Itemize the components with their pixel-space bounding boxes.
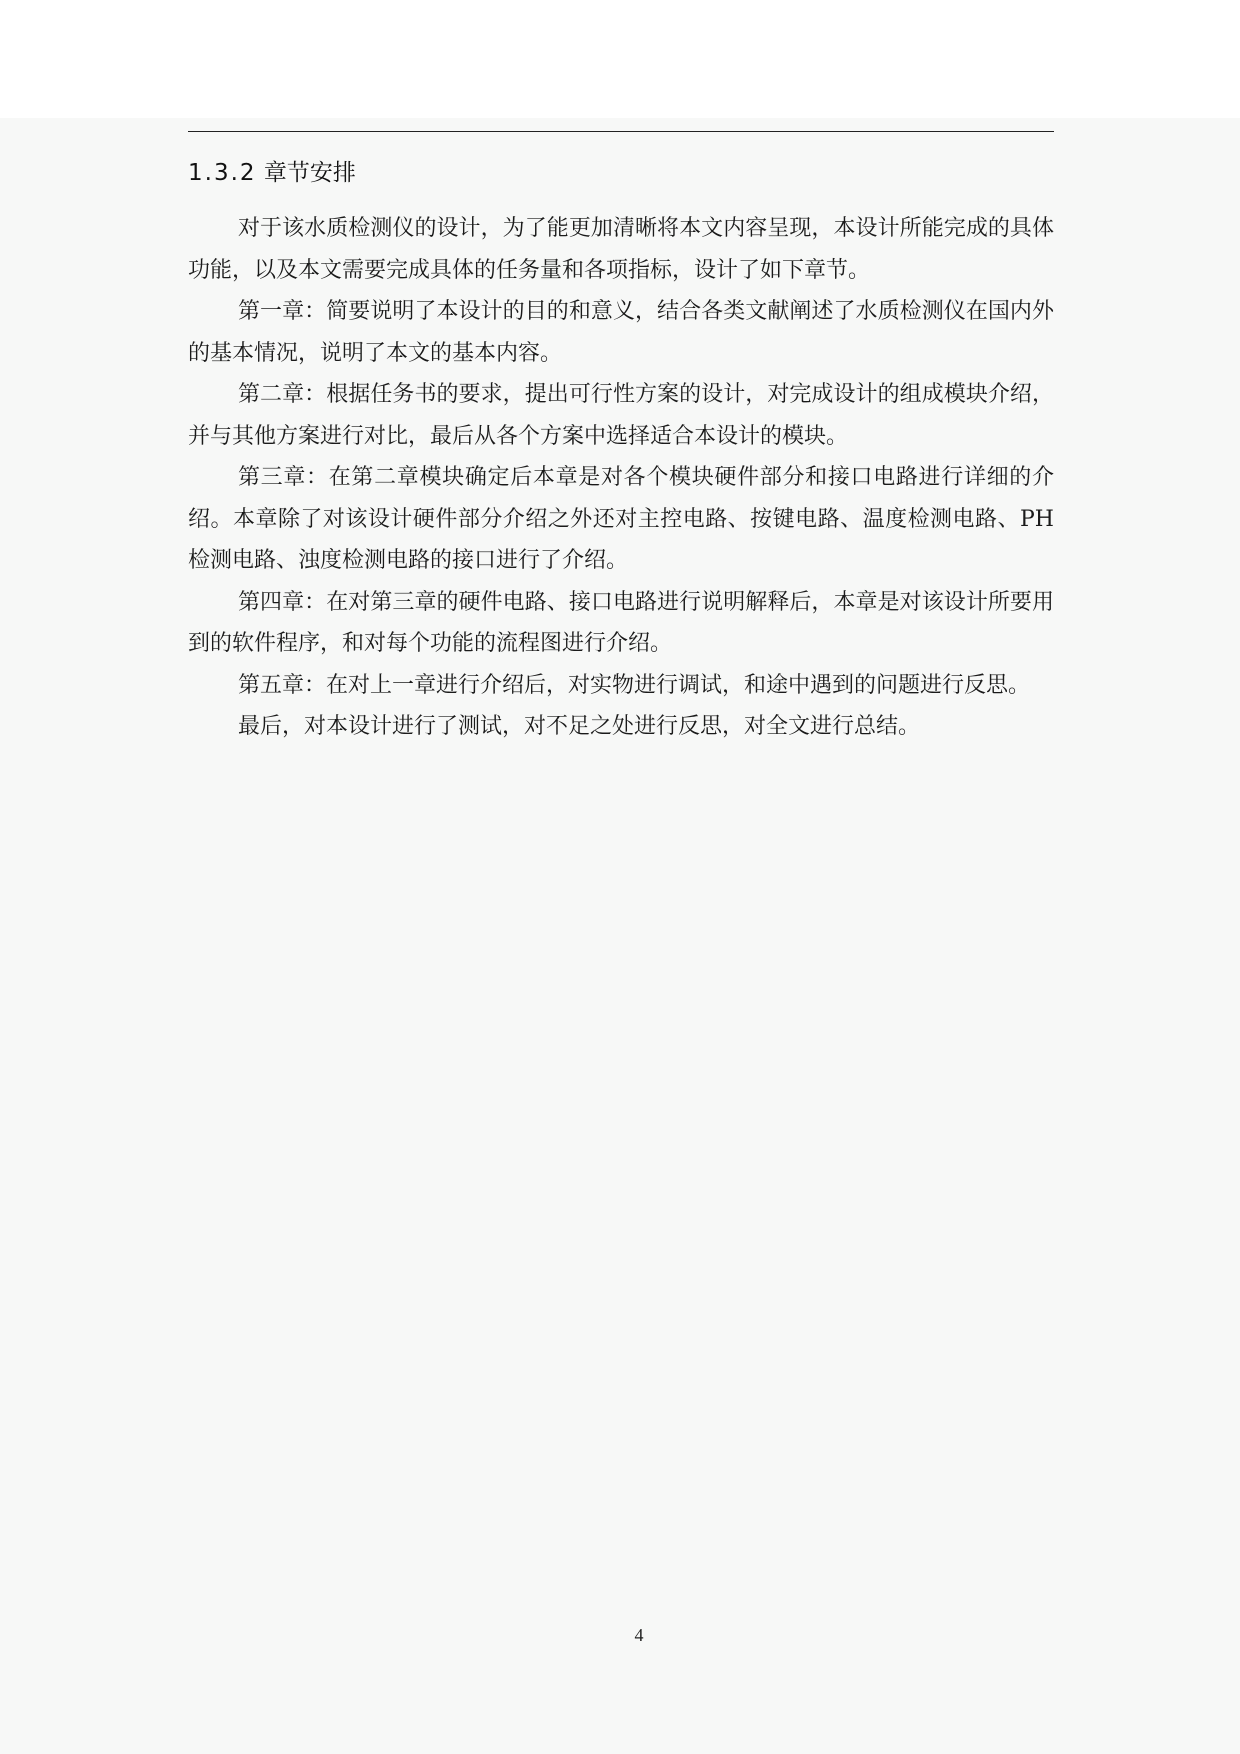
paragraph-conclusion: 最后，对本设计进行了测试，对不足之处进行反思，对全文进行总结。: [238, 714, 921, 739]
paragraph-chapter-5: 第五章：在对上一章进行介绍后，对实物进行调试，和途中遇到的问题进行反思。: [238, 672, 1031, 698]
section-heading: [188, 156, 356, 190]
paragraph-chapter-1: 第一章：简要说明了本设计的目的和意义，结合各类文献阐述了水质检测仪在国内外的基本情况，说明了本文的基本内容。: [188, 299, 1054, 366]
paragraph-chapter-3: 第三章：在第二章模块确定后本章是对各个模块硬件部分和接口电路进行详细的介绍。本章除了对该设计硬件部分介绍之外还对主控电路、按键电路、温度检测电路、PH 检测电路、浊度检测电路的接口进行了介绍。: [188, 465, 1054, 573]
page-top-margin: [0, 0, 1240, 118]
section-title-text: 章节安排: [263, 160, 356, 186]
header-rule: [188, 131, 1054, 132]
section-number: 1.3.2: [188, 160, 257, 186]
paragraph-chapter-4: 第四章：在对第三章的硬件电路、接口电路进行说明解释后，本章是对该设计所要用到的软件程序，和对每个功能的流程图进行介绍。: [188, 589, 1054, 656]
paragraph-chapter-2: 第二章：根据任务书的要求，提出可行性方案的设计，对完成设计的组成模块介绍，并与其他方案进行对比，最后从各个方案中选择适合本设计的模块。: [188, 382, 1054, 449]
paragraph-intro: 对于该水质检测仪的设计，为了能更加清晰将本文内容呈现，本设计所能完成的具体功能，以及本文需要完成具体的任务量和各项指标，设计了如下章节。: [188, 216, 1054, 283]
body-text: [188, 208, 1054, 748]
page-number: 4: [634, 1625, 644, 1645]
